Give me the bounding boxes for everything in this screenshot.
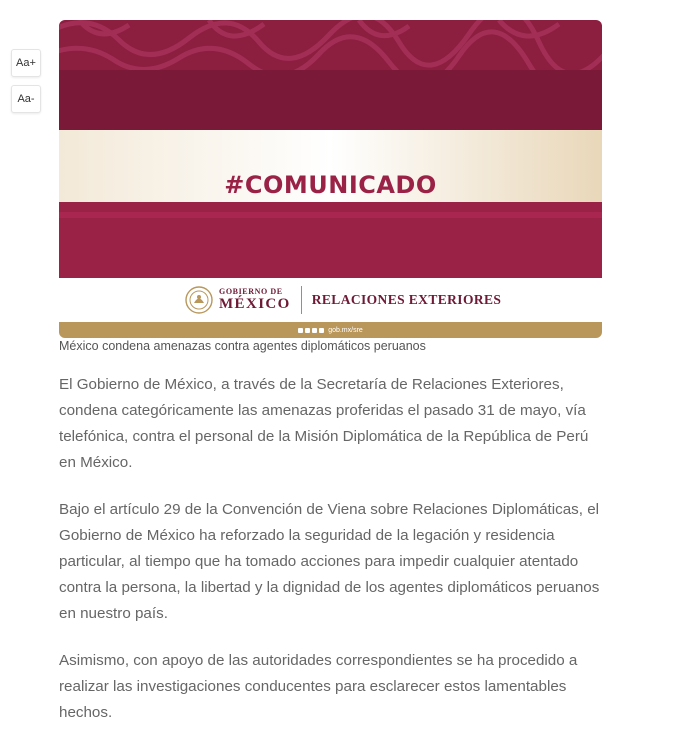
article-paragraph-2: Bajo el artículo 29 de la Convención de Viena sobre Relaciones Diplomáticas, el Gobierno de México ha reforzado la seguridad de la legación y residencia particular, al tiempo que ha tomado acciones para impedir cualquier atentado contra la persona, la libertad y la dignidad de los agentes diplomáticos peruanos en nuestro país. <box>59 501 600 622</box>
banner-title: #COMUNICADO <box>224 171 437 199</box>
decrease-font-button[interactable]: Aa- <box>11 85 41 113</box>
instagram-icon <box>312 328 317 333</box>
logo-divider <box>301 286 302 314</box>
gobierno-mexico-logo <box>185 284 501 316</box>
facebook-icon <box>298 328 303 333</box>
national-seal-icon <box>185 286 213 314</box>
logo-small-text: GOBIERNO DE <box>219 287 283 296</box>
footer-url: gob.mx/sre <box>328 326 363 334</box>
comunicado-banner-image <box>59 20 602 338</box>
twitter-icon <box>305 328 310 333</box>
logo-big-text: MÉXICO <box>219 296 291 312</box>
image-caption: México condena amenazas contra agentes diplomáticos peruanos <box>59 339 426 353</box>
department-name: RELACIONES EXTERIORES <box>311 292 502 307</box>
article-paragraph-3: Asimismo, con apoyo de las autoridades correspondientes se ha procedido a realizar las investigaciones conducentes para esclarecer estos lamentables hechos. <box>59 652 578 721</box>
youtube-icon <box>319 328 324 333</box>
article-paragraph-1: El Gobierno de México, a través de la Secretaría de Relaciones Exteriores, condena categóricamente las amenazas proferidas el pasado 31 de mayo, vía telefónica, contra el personal de la Misión Diplomática de la República de Perú en México. <box>59 376 589 471</box>
increase-font-button[interactable]: Aa+ <box>11 49 41 77</box>
banner-footer <box>59 322 602 338</box>
